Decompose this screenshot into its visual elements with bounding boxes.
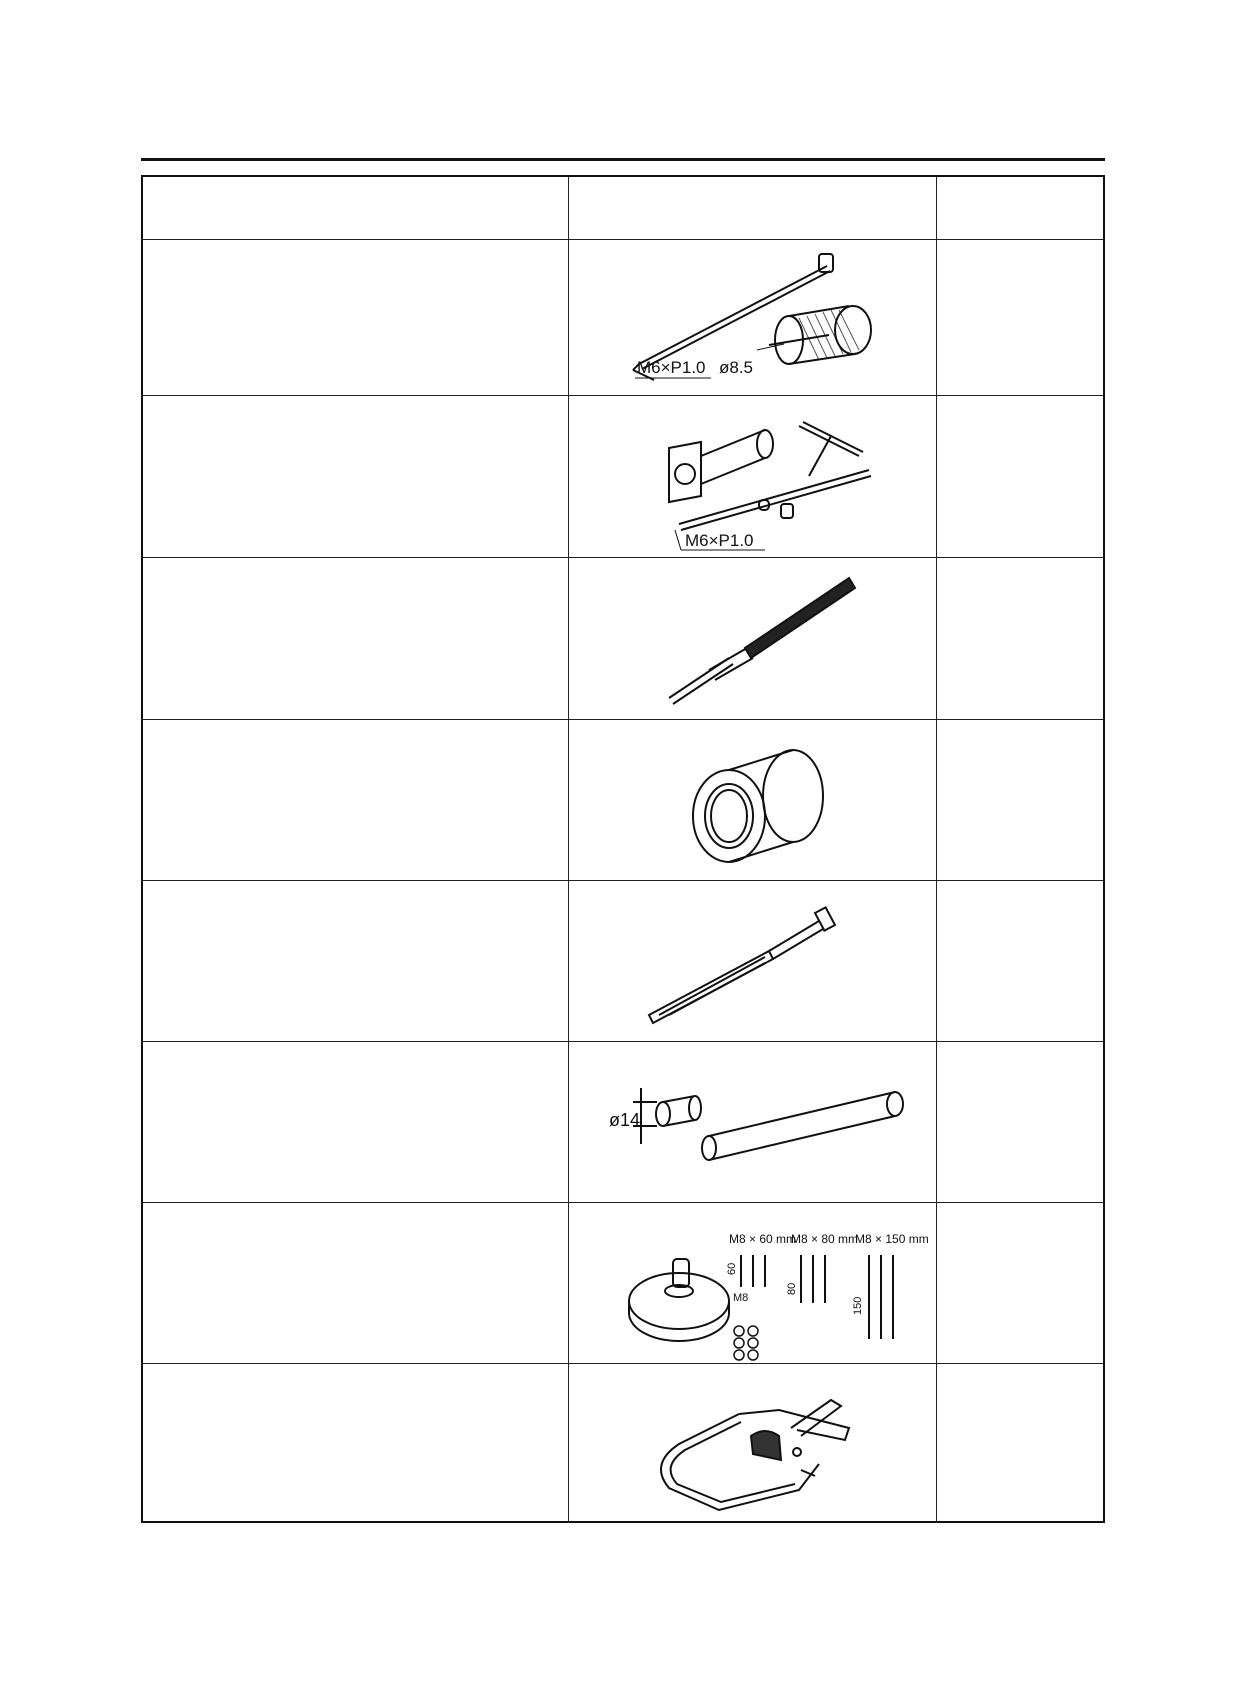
tool-illustration bbox=[569, 1042, 937, 1202]
bearing-installer-collar-icon bbox=[569, 720, 937, 881]
table-row bbox=[143, 1363, 1103, 1523]
header-illustration bbox=[569, 177, 937, 239]
bolt-length-60-label: 60 bbox=[726, 1262, 738, 1275]
table-row bbox=[143, 1041, 1103, 1202]
thread-dim-label: M6×P1.0 bbox=[637, 358, 706, 377]
tool-illustration bbox=[569, 558, 937, 719]
bolt-length-80-label: 80 bbox=[786, 1282, 798, 1295]
table-row bbox=[143, 1202, 1103, 1363]
table-row bbox=[143, 880, 1103, 1041]
table-row bbox=[143, 239, 1103, 395]
special-tools-table bbox=[141, 175, 1105, 1523]
tool-name bbox=[143, 396, 569, 557]
bolt-set-60-label: M8 × 60 mm bbox=[729, 1232, 797, 1246]
bolt-set-80-label: M8 × 80 mm bbox=[791, 1232, 859, 1246]
part-number bbox=[937, 720, 1103, 880]
tool-illustration bbox=[569, 240, 937, 395]
bolt-set-150-label: M8 × 150 mm bbox=[855, 1232, 929, 1246]
table-header-row bbox=[143, 177, 1103, 239]
sheave-holder-strap-icon bbox=[569, 1364, 937, 1524]
part-number bbox=[937, 240, 1103, 395]
part-number bbox=[937, 1364, 1103, 1523]
tool-name bbox=[143, 720, 569, 880]
part-number bbox=[937, 1042, 1103, 1202]
tool-name bbox=[143, 1364, 569, 1523]
bolt-thread-label: M8 bbox=[733, 1292, 749, 1304]
guide-installer-rod-icon bbox=[569, 1042, 937, 1203]
table-row bbox=[143, 719, 1103, 880]
valve-guide-remover-icon bbox=[569, 558, 937, 720]
part-number bbox=[937, 1203, 1103, 1363]
diameter-dim-label: ø14 bbox=[609, 1110, 641, 1130]
header-part-number bbox=[937, 177, 1103, 239]
tool-name bbox=[143, 558, 569, 719]
tool-name bbox=[143, 1203, 569, 1363]
slide-hammer-weight-icon bbox=[569, 240, 937, 396]
tool-illustration bbox=[569, 1203, 937, 1363]
tool-name bbox=[143, 240, 569, 395]
valve-guide-reamer-icon bbox=[569, 881, 937, 1042]
part-number bbox=[937, 881, 1103, 1041]
bolt-length-150-label: 150 bbox=[852, 1296, 864, 1315]
part-number bbox=[937, 396, 1103, 557]
tool-illustration bbox=[569, 1364, 937, 1523]
flywheel-puller-bolt-set-icon bbox=[569, 1203, 937, 1364]
top-horizontal-rule bbox=[141, 158, 1105, 161]
tool-illustration bbox=[569, 720, 937, 880]
header-tool-name bbox=[143, 177, 569, 239]
table-row bbox=[143, 395, 1103, 557]
tool-name bbox=[143, 881, 569, 1041]
bore-dim-label: ø8.5 bbox=[719, 358, 754, 377]
bearing-puller-set-icon bbox=[569, 396, 937, 558]
tool-illustration bbox=[569, 881, 937, 1041]
tool-illustration bbox=[569, 396, 937, 557]
table-row bbox=[143, 557, 1103, 719]
part-number bbox=[937, 558, 1103, 719]
thread-dim-label: M6×P1.0 bbox=[685, 531, 754, 550]
tool-name bbox=[143, 1042, 569, 1202]
